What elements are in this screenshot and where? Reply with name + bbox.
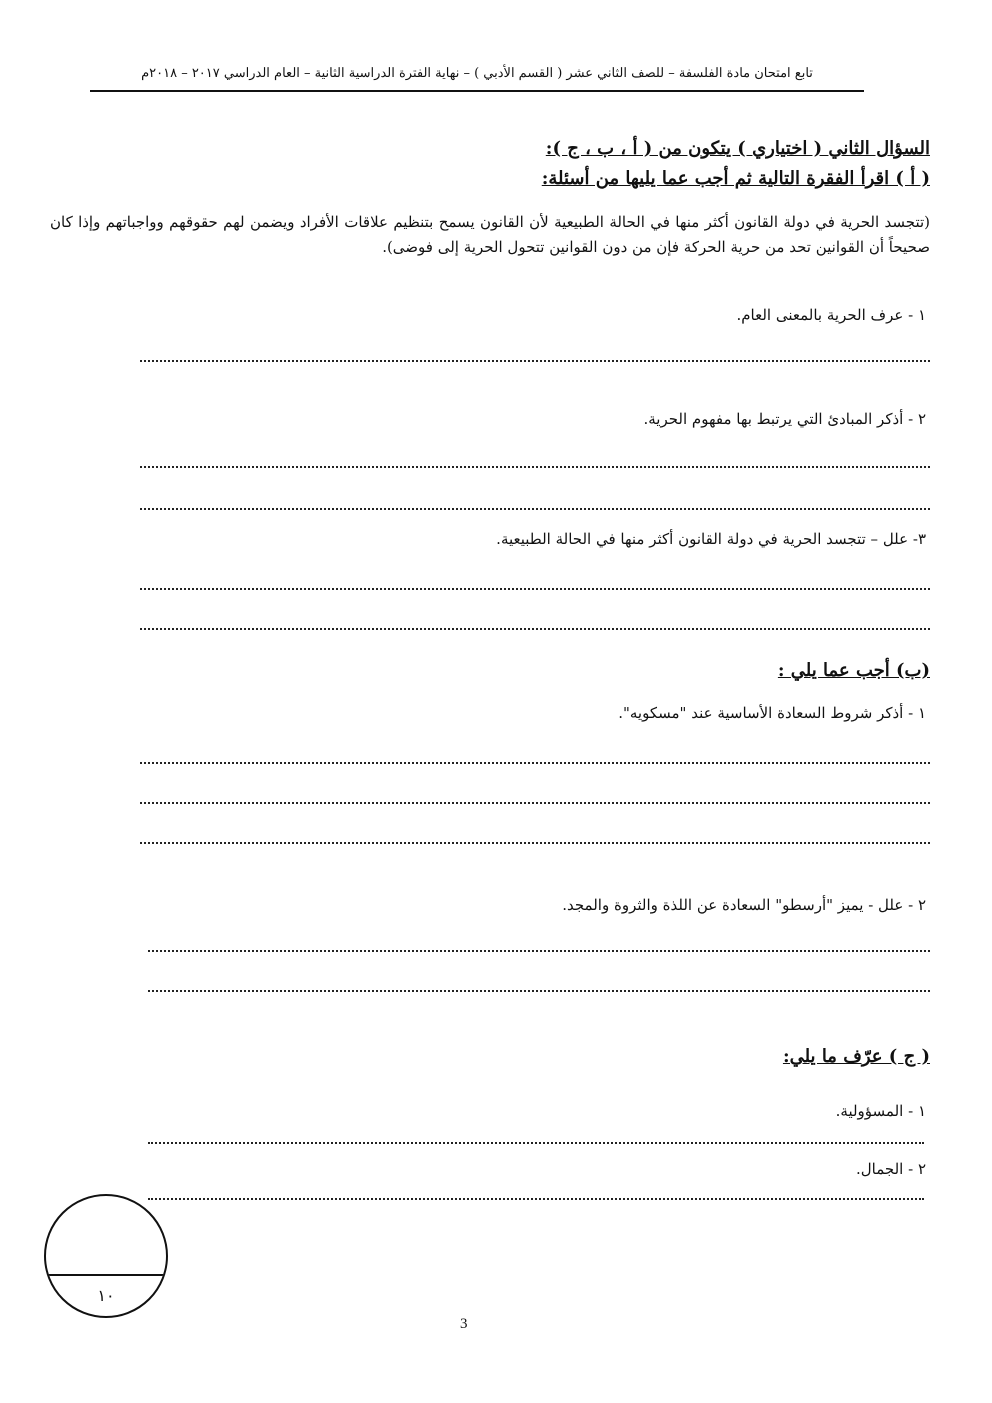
part-c-title: ( ج ) عرّف ما يلي: <box>782 1046 930 1067</box>
part-a-question-3: ٣- علل – تتجسد الحرية في دولة القانون أكثر منها في الحالة الطبيعية. <box>496 530 926 548</box>
part-c-question-1: ١ - المسؤولية. <box>835 1102 926 1120</box>
exam-header: تابع امتحان مادة الفلسفة – للصف الثاني عشر ( القسم الأدبي ) – نهاية الفترة الدراسية الثانية – العام الدراسي ٢٠١٧ – ٢٠١٨م <box>141 66 813 81</box>
part-c-question-2: ٢ - الجمال. <box>856 1160 926 1178</box>
page-number: 3 <box>460 1316 468 1332</box>
score-value: ١٠ <box>97 1286 115 1305</box>
score-circle <box>44 1194 168 1318</box>
answer-line[interactable] <box>140 628 930 630</box>
answer-line[interactable] <box>140 588 930 590</box>
answer-line[interactable] <box>148 1142 924 1144</box>
score-divider <box>46 1274 166 1276</box>
part-a-question-2: ٢ - أذكر المبادئ التي يرتبط بها مفهوم الحرية. <box>643 410 926 428</box>
answer-line[interactable] <box>148 990 930 992</box>
answer-line[interactable] <box>148 950 930 952</box>
part-b-title: (ب) أجب عما يلي : <box>777 660 930 681</box>
part-b-question-1: ١ - أذكر شروط السعادة الأساسية عند "مسكويه". <box>618 704 926 722</box>
answer-line[interactable] <box>140 466 930 468</box>
part-a-title: ( أ ) اقرأ الفقرة التالية ثم أجب عما يليها من أسئلة: <box>541 168 930 189</box>
answer-line[interactable] <box>140 802 930 804</box>
answer-line[interactable] <box>140 508 930 510</box>
answer-line[interactable] <box>140 762 930 764</box>
question-title: السؤال الثاني ( اختياري ) يتكون من ( أ ، ب ، ج ): <box>545 138 930 159</box>
part-a-question-1: ١ - عرف الحرية بالمعنى العام. <box>736 306 926 324</box>
header-divider <box>90 90 864 92</box>
part-b-question-2: ٢ - علل - يميز "أرسطو" السعادة عن اللذة والثروة والمجد. <box>562 896 926 914</box>
answer-line[interactable] <box>148 1198 924 1200</box>
answer-line[interactable] <box>140 842 930 844</box>
part-a-paragraph: (تتجسد الحرية في دولة القانون أكثر منها في الحالة الطبيعية لأن القانون يسمح بتنظيم علاقات الأفراد ويضمن لهم حقوقهم وواجباتهم وإذا كان صحيحاً أن القوانين تحد من حرية الحركة فإن من دون القوانين تتحول الحرية إلى فوضى). <box>50 213 930 256</box>
answer-line[interactable] <box>140 360 930 362</box>
